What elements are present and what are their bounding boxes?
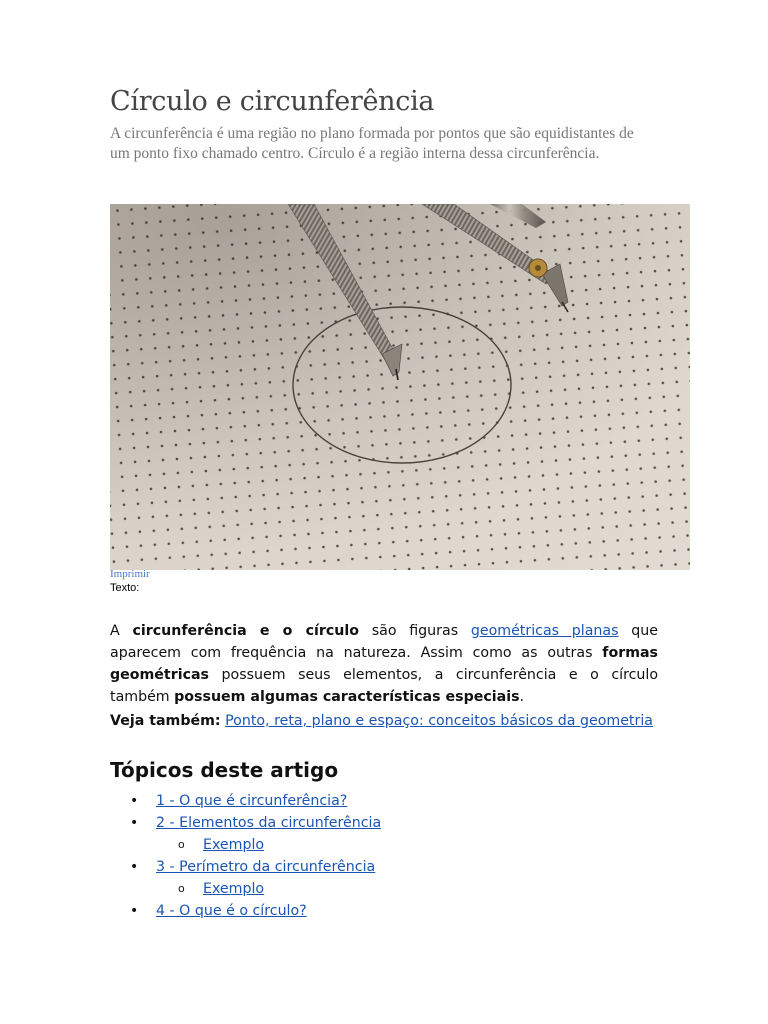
see-also-link[interactable]: Ponto, reta, plano e espaço: conceitos básicos da geometria (225, 713, 653, 729)
article-summary: A circunferência é uma região no plano formada por pontos que são equidistantes de um ponto fixo chamado centro. Círculo é a região interna dessa circunferência. (110, 125, 634, 162)
toc-link[interactable]: Exemplo (203, 837, 265, 853)
see-also (110, 710, 658, 732)
toc-link[interactable]: 2 - Elementos da circunferência (156, 815, 382, 831)
bullet-icon: • (130, 859, 139, 875)
page-title: Círculo e circunferência (110, 86, 435, 117)
bullet-icon: • (130, 815, 139, 831)
see-also-label: Veja também: (110, 713, 221, 729)
bullet-icon: • (130, 793, 139, 809)
toc-link[interactable]: 1 - O que é circunferência? (156, 793, 348, 809)
geometric-shapes-link[interactable]: geométricas planas (470, 623, 619, 639)
intro-paragraph: A circunferência e o círculo são figuras geométricas planas que aparecem com frequência na natureza. Assim como as outras formas geométricas possuem seus elementos, a circunferência e o círculo também possuem algumas características especiais. (110, 623, 658, 705)
hollow-bullet-icon: o (178, 838, 185, 851)
text-label: Texto: (110, 582, 140, 594)
toc-link[interactable]: 4 - O que é o círculo? (156, 903, 307, 919)
toc-link[interactable]: 3 - Perímetro da circunferência (156, 859, 376, 875)
hollow-bullet-icon: o (178, 882, 185, 895)
compass-photo (110, 204, 690, 570)
print-link[interactable]: Imprimir (110, 568, 150, 580)
toc-link[interactable]: Exemplo (203, 881, 265, 897)
topics-heading: Tópicos deste artigo (110, 758, 339, 782)
bullet-icon: • (130, 903, 139, 919)
